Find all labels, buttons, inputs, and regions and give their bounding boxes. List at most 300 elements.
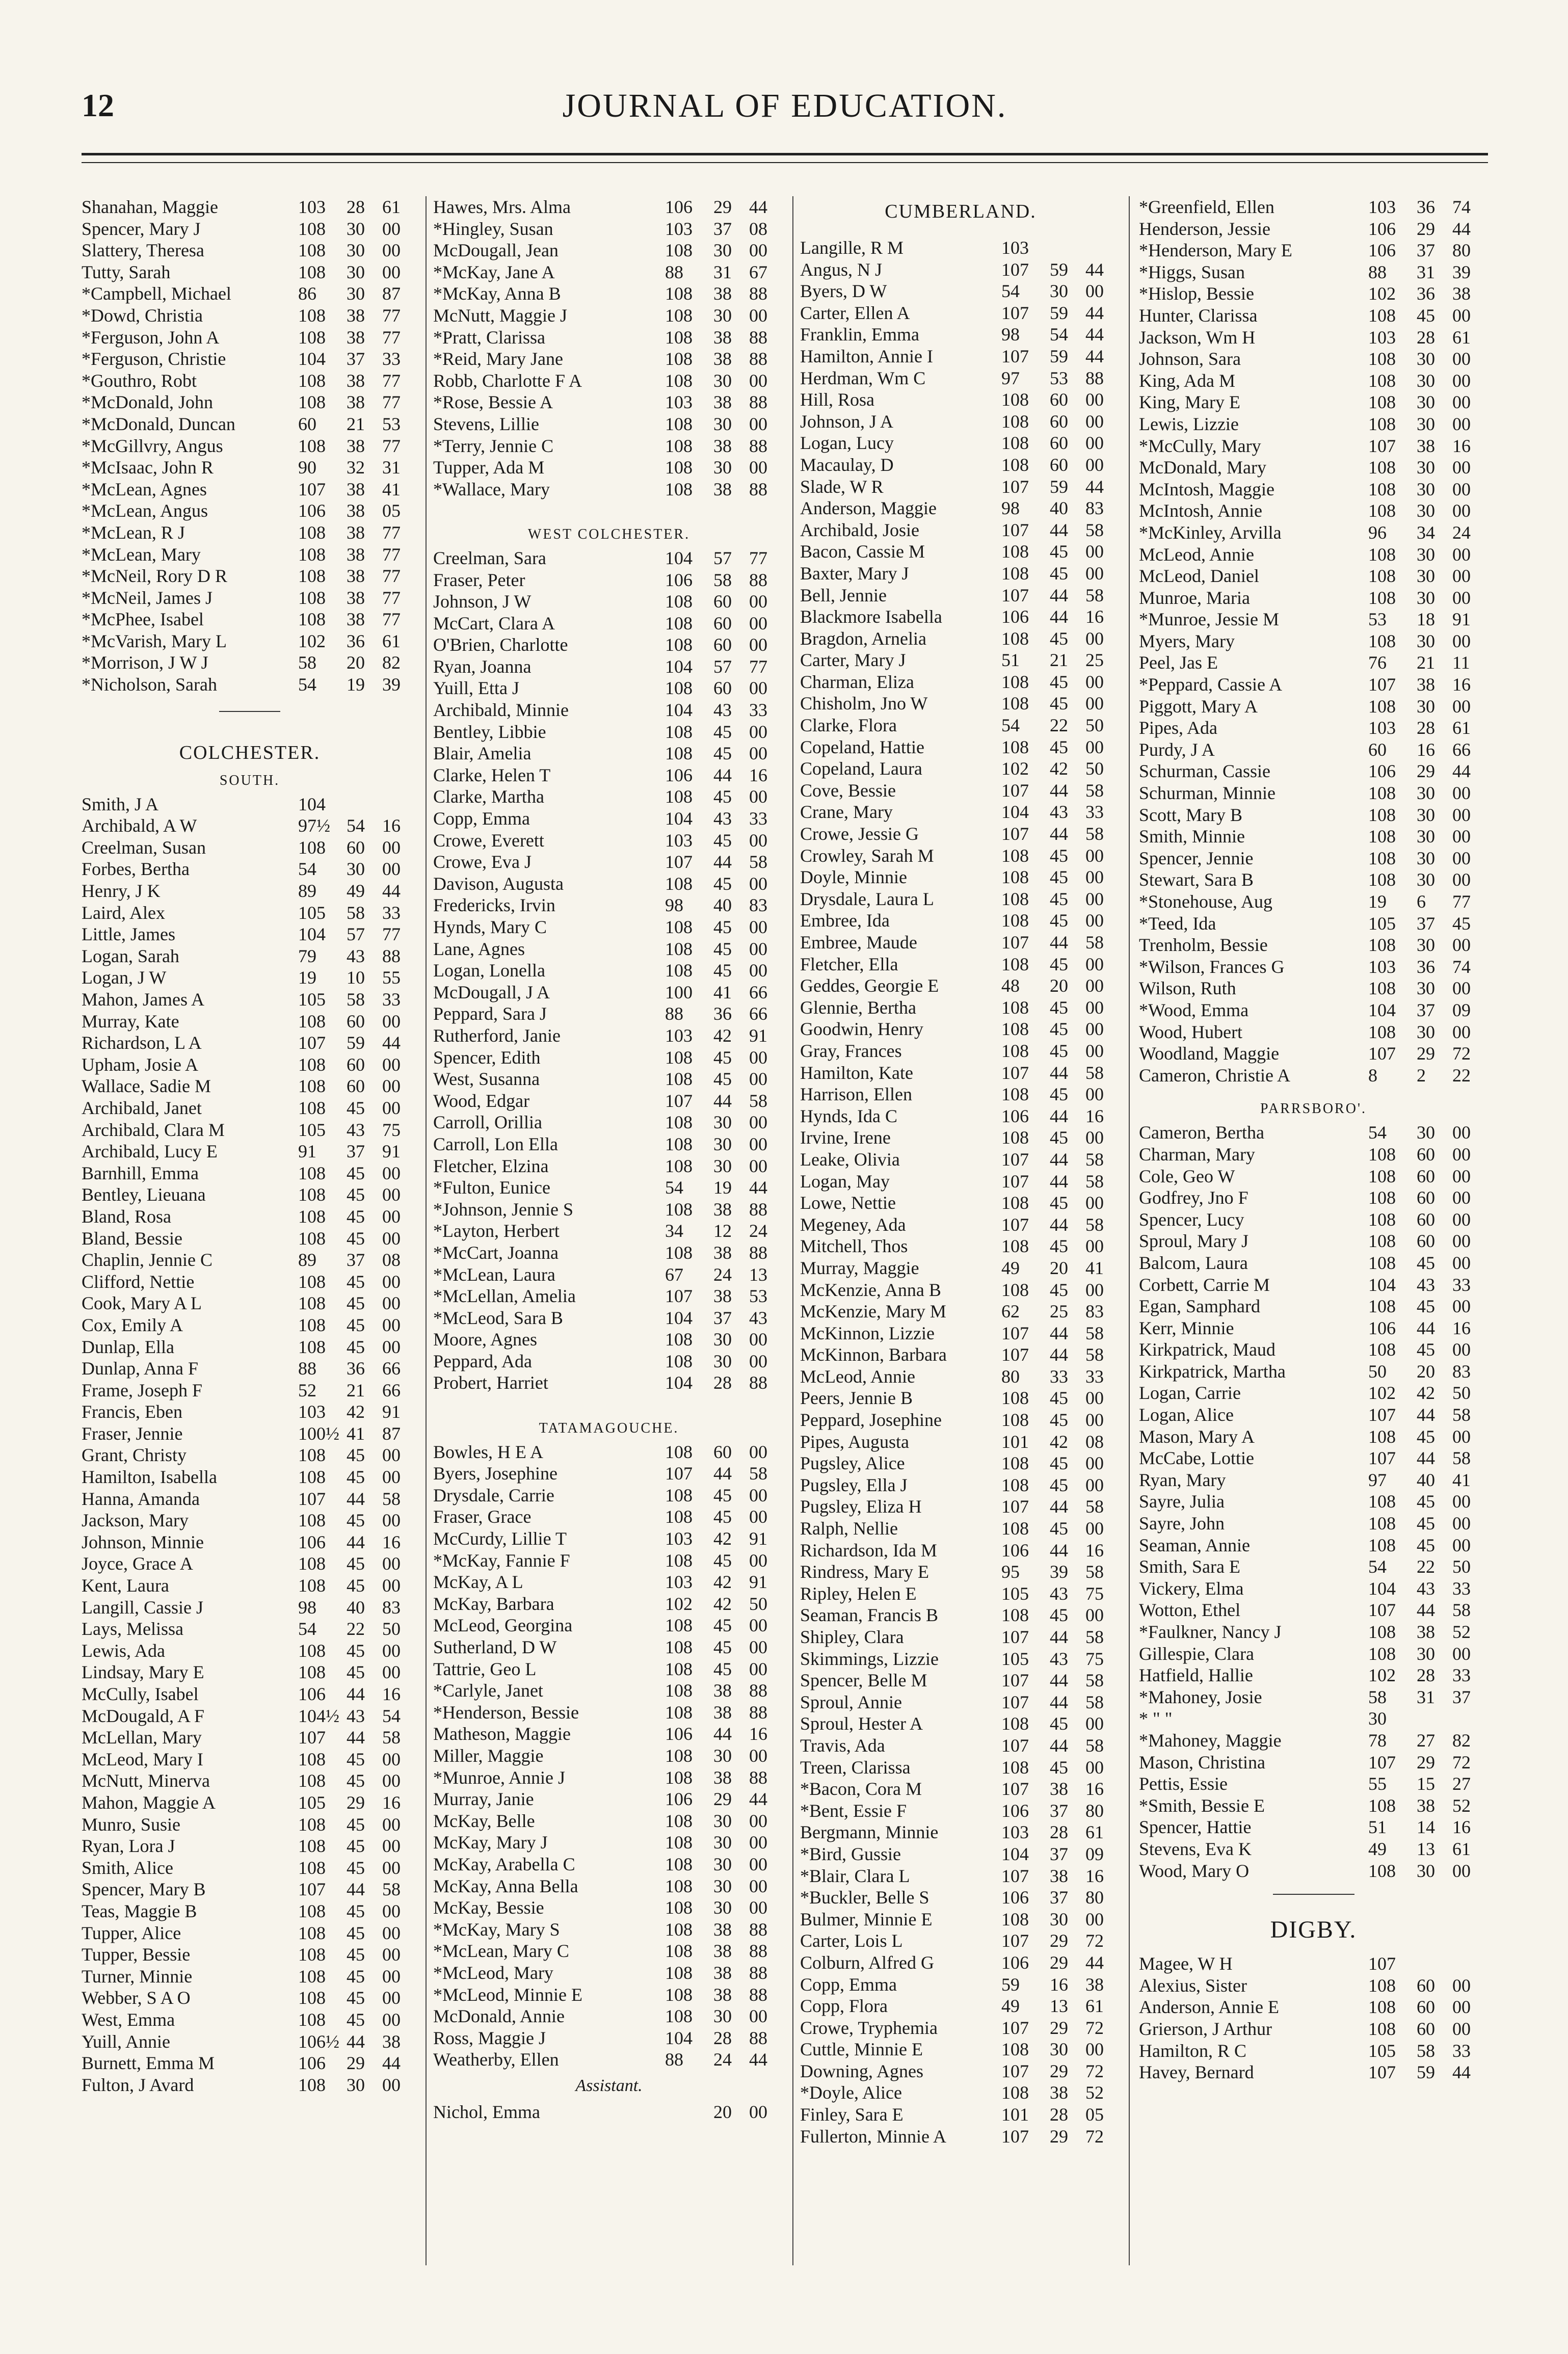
amount-dollars: 45 [347,1857,365,1878]
days-taught: 106 [1368,761,1396,782]
amount-dollars: 28 [1417,718,1435,738]
teacher-name: Sutherland, D W [433,1637,557,1657]
amount-cents: 16 [1085,1540,1104,1560]
amount-dollars: 44 [1050,1214,1068,1235]
amount-dollars: 38 [1417,1795,1435,1816]
amount-cents: 58 [382,1879,401,1900]
days-taught: 108 [1368,1997,1396,2018]
teacher-name: Franklin, Emma [800,324,919,345]
list-item [82,945,418,967]
amount-cents: 00 [1452,1860,1471,1881]
list-item [82,1488,418,1510]
amount-cents: 00 [1085,1410,1104,1431]
teacher-name: Skimmings, Lizzie [800,1648,939,1669]
days-taught: 98 [1001,498,1020,519]
teacher-name: Sayre, John [1139,1513,1225,1534]
amount-dollars: 57 [713,656,732,677]
amount-dollars: 45 [347,1336,365,1357]
amount-cents: 88 [749,349,767,369]
list-item [800,2039,1121,2060]
amount-cents: 00 [382,1900,401,1921]
teacher-name: *McNeil, Rory D R [82,566,227,587]
amount-cents: 80 [1085,1800,1104,1821]
section-heading: DIGBY. [1270,1916,1357,1944]
list-item [82,283,418,305]
teacher-name: McKay, A L [433,1572,523,1593]
amount-cents: 88 [749,327,767,348]
amount-cents: 77 [382,435,401,456]
amount-cents: 00 [382,1553,401,1574]
amount-cents: 00 [1085,997,1104,1018]
days-taught: 108 [1368,392,1396,413]
list-item [1139,587,1488,609]
list-item [800,715,1121,736]
days-taught: 108 [1001,954,1029,974]
days-taught: 108 [298,1770,326,1791]
amount-dollars: 20 [1417,1361,1435,1382]
teacher-name: Logan, Carrie [1139,1383,1241,1404]
teacher-name: Carter, Ellen A [800,302,910,323]
list-item [82,1553,418,1575]
teacher-name: Kirkpatrick, Martha [1139,1361,1286,1382]
amount-dollars: 59 [1050,259,1068,280]
teacher-name: Hanna, Amanda [82,1488,200,1509]
teacher-name: Charman, Mary [1139,1144,1255,1165]
days-taught: 108 [1368,1975,1396,1996]
days-taught: 101 [1001,2104,1029,2125]
amount-cents: 11 [1452,652,1470,673]
amount-cents: 83 [382,1597,401,1618]
amount-dollars: 30 [1417,370,1435,391]
amount-cents: 00 [749,917,767,937]
list-item [433,2005,785,2027]
list-item [1139,1599,1488,1621]
amount-dollars: 60 [347,837,365,858]
days-taught: 103 [665,1528,693,1549]
days-taught: 108 [1001,736,1029,757]
days-taught: 108 [665,1242,693,1263]
amount-dollars: 29 [713,197,732,217]
amount-cents: 00 [1085,1713,1104,1734]
teacher-name: Joyce, Grace A [82,1553,193,1574]
amount-dollars: 42 [1417,1383,1435,1404]
amount-dollars: 45 [713,786,732,807]
days-taught: 108 [298,1836,326,1857]
list-item [800,1909,1121,1930]
days-taught: 48 [1001,975,1020,996]
amount-cents: 58 [382,1488,401,1509]
teacher-name: *McCart, Joanna [433,1242,559,1263]
list-item [1139,1404,1488,1426]
amount-cents: 08 [382,1250,401,1271]
days-taught: 108 [1001,888,1029,909]
amount-dollars: 45 [713,873,732,894]
amount-cents [382,794,418,815]
list-item [82,1358,418,1380]
days-taught: 107 [298,1488,326,1509]
teacher-name: Mitchell, Thos [800,1236,908,1257]
amount-cents: 00 [1452,1166,1471,1186]
amount-cents: 44 [1085,302,1104,323]
list-item [1139,1144,1488,1166]
teacher-name: *McPhee, Isabel [82,609,204,630]
days-taught: 107 [1368,1405,1396,1425]
list-item [1139,717,1488,739]
amount-cents: 44 [1452,218,1471,239]
days-taught: 108 [1368,1491,1396,1512]
amount-cents: 58 [1085,1496,1104,1517]
amount-cents: 50 [1452,1383,1471,1404]
days-taught: 108 [1001,867,1029,888]
amount-dollars: 41 [713,982,732,1002]
list-item [800,367,1121,389]
teacher-name: Sayre, Julia [1139,1491,1225,1512]
amount-cents: 00 [382,1054,401,1075]
amount-dollars: 60 [713,634,732,655]
amount-dollars: 60 [347,1054,365,1075]
teacher-name: Barnhill, Emma [82,1162,199,1183]
amount-cents: 72 [1085,1930,1104,1951]
amount-cents: 00 [1452,1209,1471,1230]
amount-dollars: 30 [713,1897,732,1918]
teacher-name: Johnson, Sara [1139,349,1241,369]
list-item [433,1745,785,1767]
teacher-name: *Campbell, Michael [82,283,231,304]
days-taught: 102 [298,630,326,651]
teacher-name: Smith, J A [82,794,159,814]
teacher-name: Munro, Susie [82,1814,181,1835]
teacher-list [433,2101,785,2123]
amount-dollars: 30 [347,283,365,304]
teacher-name: Little, James [82,924,175,945]
amount-dollars: 45 [1050,1127,1068,1148]
amount-cents: 00 [382,1445,401,1466]
list-item [1139,1187,1488,1209]
days-taught: 107 [1001,2017,1029,2038]
amount-dollars: 40 [347,1597,365,1618]
teacher-name: Pipes, Augusta [800,1431,910,1452]
days-taught: 108 [1001,997,1029,1018]
amount-cents: 72 [1085,2017,1104,2038]
amount-cents: 58 [1085,1171,1104,1192]
amount-cents: 88 [382,945,401,966]
list-item [1139,1621,1488,1643]
list-item [800,628,1121,650]
amount-dollars: 59 [1050,302,1068,323]
amount-dollars: 45 [1050,1084,1068,1105]
days-taught: 60 [1368,739,1387,760]
days-taught: 108 [665,678,693,699]
list-item [433,1025,785,1047]
amount-dollars: 38 [713,1680,732,1701]
days-taught: 107 [1001,1627,1029,1647]
amount-cents: 00 [1085,281,1104,302]
list-item [82,923,418,945]
teacher-name: *Munroe, Jessie M [1139,609,1279,630]
amount-dollars: 45 [1050,1757,1068,1778]
teacher-name: Wilson, Ruth [1139,978,1236,999]
teacher-name: McDougald, A F [82,1705,205,1726]
amount-dollars: 15 [1417,1774,1435,1794]
amount-cents: 00 [749,2101,767,2122]
list-item [433,1264,785,1286]
amount-cents: 00 [382,1640,401,1661]
list-item [82,815,418,837]
amount-dollars: 38 [347,370,365,391]
teacher-name: Munroe, Maria [1139,587,1250,608]
amount-dollars: 36 [1417,197,1435,217]
teacher-name: Weatherby, Ellen [433,2049,559,2070]
teacher-name: Mason, Christina [1139,1752,1265,1773]
teacher-name: Ralph, Nellie [800,1518,898,1539]
amount-dollars: 45 [713,743,732,764]
teacher-name: Matheson, Maggie [433,1724,571,1744]
days-taught: 108 [1368,869,1396,890]
list-item [1139,435,1488,457]
teacher-name: *McLellan, Amelia [433,1286,576,1307]
amount-cents: 58 [1085,1062,1104,1083]
teacher-name: Smith, Alice [82,1857,173,1878]
amount-cents: 00 [749,591,767,612]
list-item [800,1366,1121,1388]
assistant-heading: Assistant. [575,2076,643,2095]
amount-cents: 00 [1085,867,1104,888]
amount-cents: 00 [1085,1605,1104,1626]
days-taught: 105 [1368,2040,1396,2061]
teacher-name: Grierson, J Arthur [1139,2018,1272,2039]
days-taught: 106 [1001,606,1029,627]
days-taught: 107 [1001,2126,1029,2147]
teacher-name: Havey, Bernard [1139,2062,1254,2083]
list-item [82,565,418,587]
teacher-name: Logan, Lucy [800,433,894,454]
amount-dollars: 30 [1417,804,1435,825]
list-item [1139,956,1488,978]
list-item [800,823,1121,845]
amount-dollars: 45 [713,1637,732,1657]
amount-dollars: 16 [1050,1974,1068,1995]
amount-cents: 00 [1452,305,1471,326]
amount-dollars: 60 [713,1441,732,1462]
amount-cents: 91 [749,1528,767,1549]
amount-dollars: 27 [1417,1730,1435,1751]
amount-dollars: 45 [713,1069,732,1090]
teacher-name: Crowe, Everett [433,830,544,851]
list-item [433,2049,785,2071]
amount-dollars: 30 [1417,1860,1435,1881]
amount-cents: 08 [749,218,767,239]
days-taught: 108 [298,1054,326,1075]
amount-cents: 13 [749,1264,767,1285]
list-item [82,1466,418,1488]
days-taught: 108 [665,1506,693,1527]
amount-cents: 00 [749,457,767,478]
amount-cents: 00 [1085,1084,1104,1105]
list-item [800,1713,1121,1735]
list-item [800,2104,1121,2126]
list-item [1139,1686,1488,1708]
list-item [433,916,785,938]
amount-cents: 77 [382,566,401,587]
days-taught: 107 [1368,2062,1396,2083]
list-item [1139,370,1488,392]
teacher-name: Pugsley, Eliza H [800,1496,922,1517]
list-item [82,1640,418,1662]
list-item [800,758,1121,780]
amount-dollars: 44 [1050,1105,1068,1126]
days-taught: 108 [1368,1535,1396,1555]
days-taught: 106 [1368,218,1396,239]
teacher-name: Clarke, Flora [800,715,897,736]
days-taught: 107 [1001,2060,1029,2081]
days-taught: 108 [1001,671,1029,692]
list-item [433,1199,785,1221]
amount-cents: 72 [1085,2126,1104,2147]
days-taught: 105 [1001,1648,1029,1669]
days-taught: 108 [665,1441,693,1462]
days-taught: 108 [298,1445,326,1466]
list-item [800,975,1121,997]
teacher-name: Chaplin, Jennie C [82,1250,212,1271]
amount-cents: 00 [1085,563,1104,584]
days-taught: 107 [1001,780,1029,801]
amount-cents: 00 [382,1314,401,1335]
teacher-name: Spencer, Mary B [82,1879,206,1900]
amount-cents: 44 [382,2053,401,2074]
amount-cents: 00 [749,1155,767,1176]
amount-dollars: 38 [1417,674,1435,695]
amount-cents: 00 [1085,1757,1104,1778]
teacher-name: Archibald, A W [82,815,197,836]
teacher-name: Lewis, Lizzie [1139,413,1239,434]
amount-cents: 00 [1452,1296,1471,1317]
amount-dollars: 36 [347,630,365,651]
amount-cents: 00 [382,859,401,880]
days-taught: 101 [1001,1431,1029,1452]
days-taught: 103 [1368,197,1396,217]
amount-cents: 00 [1085,954,1104,974]
amount-dollars: 58 [347,902,365,923]
amount-cents: 33 [382,349,401,369]
list-item [82,327,418,349]
list-item [800,1540,1121,1562]
list-item [82,1423,418,1445]
amount-dollars: 45 [713,1047,732,1068]
list-item [433,1767,785,1789]
list-item [1139,782,1488,804]
teacher-name: *Johnson, Jennie S [433,1199,574,1220]
amount-dollars: 45 [1050,1040,1068,1061]
list-item [82,1618,418,1640]
teacher-list [82,794,418,2096]
amount-cents: 88 [749,1199,767,1220]
days-taught: 107 [298,1727,326,1748]
days-taught: 108 [298,1011,326,1031]
teacher-name: Spencer, Edith [433,1047,541,1068]
teacher-name: *Hislop, Bessie [1139,283,1255,304]
teacher-name: *Henderson, Mary E [1139,240,1292,261]
days-taught: 108 [298,1314,326,1335]
teacher-list [1139,196,1488,1086]
amount-dollars: 45 [713,1615,732,1636]
amount-dollars: 38 [713,1941,732,1962]
amount-dollars: 45 [1417,1426,1435,1447]
list-item [800,1452,1121,1474]
amount-cents: 58 [1085,519,1104,540]
teacher-name: Dunlap, Ella [82,1336,174,1357]
amount-cents: 61 [1085,1996,1104,2017]
days-taught: 108 [1001,1388,1029,1409]
days-taught: 106 [1368,240,1396,261]
days-taught: 108 [298,609,326,630]
amount-dollars: 30 [713,413,732,434]
days-taught: 104 [665,1307,693,1328]
teacher-name: *McLean, Mary [82,544,201,565]
teacher-name: Schurman, Cassie [1139,761,1270,782]
amount-dollars: 44 [1050,1344,1068,1365]
list-item [1139,934,1488,956]
days-taught: 106 [1001,1540,1029,1560]
days-taught: 102 [1368,283,1396,304]
teacher-name: Webber, S A O [82,1988,191,2008]
teacher-name: *Pratt, Clarissa [433,327,545,348]
amount-dollars: 24 [713,1264,732,1285]
amount-dollars: 37 [347,1141,365,1162]
amount-dollars: 30 [1417,826,1435,847]
teacher-name: *McNeil, James J [82,587,212,608]
days-taught: 107 [1368,1600,1396,1621]
amount-dollars: 45 [1050,1019,1068,1040]
teacher-name: Murray, Janie [433,1789,534,1810]
teacher-name: *Doyle, Alice [800,2082,902,2103]
teacher-name: McKay, Belle [433,1810,535,1831]
amount-dollars: 45 [713,1506,732,1527]
amount-dollars: 44 [1417,1600,1435,1621]
list-item [433,547,785,569]
days-taught: 108 [298,1271,326,1292]
amount-cents: 00 [382,1011,401,1031]
amount-dollars: 44 [1417,1448,1435,1469]
list-item [433,1875,785,1897]
list-item [800,1561,1121,1583]
teacher-name: Carter, Mary J [800,650,906,671]
teacher-name: Peppard, Sara J [433,1003,547,1024]
list-item [82,435,418,457]
days-taught: 50 [1368,1361,1387,1382]
teacher-name: *Fulton, Eunice [433,1177,550,1198]
days-taught: 108 [1001,541,1029,562]
list-item [82,2052,418,2074]
days-taught: 54 [1368,1122,1387,1143]
list-item [1139,1664,1488,1686]
teacher-name: Egan, Samphard [1139,1296,1260,1317]
teacher-name: Bragdon, Arnelia [800,628,926,649]
amount-dollars: 45 [1050,1193,1068,1213]
list-item [800,1344,1121,1366]
list-item [82,1380,418,1401]
amount-dollars: 45 [347,1228,365,1249]
amount-cents: 72 [1452,1043,1471,1064]
days-taught: 108 [298,305,326,326]
list-item [800,1062,1121,1084]
list-item [800,346,1121,367]
amount-cents: 58 [1085,1344,1104,1365]
teacher-name: McCabe, Lottie [1139,1448,1254,1469]
days-taught: 108 [665,634,693,655]
list-item [82,630,418,652]
teacher-name: Vickery, Elma [1139,1578,1244,1599]
days-taught: 108 [1001,1410,1029,1431]
